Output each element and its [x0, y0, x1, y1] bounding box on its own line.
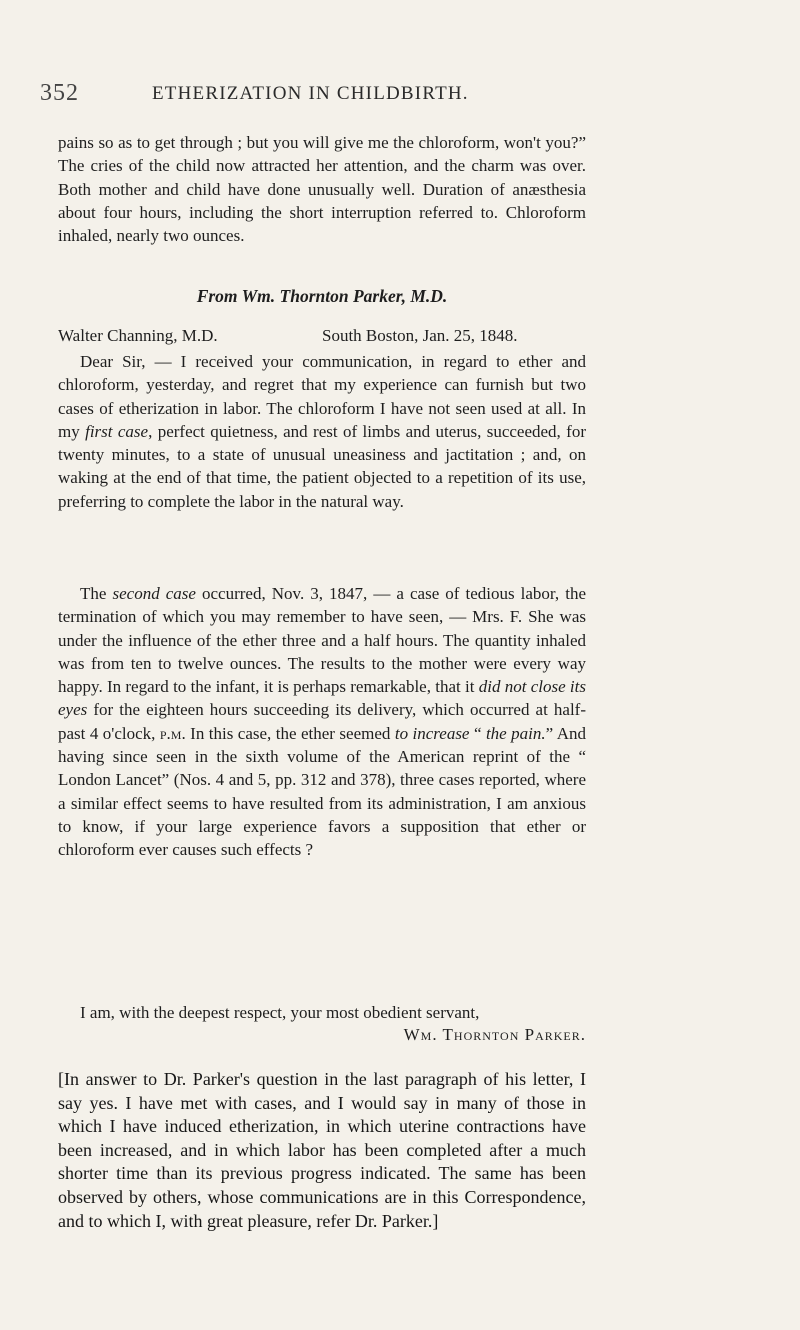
editorial-note: [In answer to Dr. Parker's question in the last paragraph of his letter, I say yes. I have met with cases, and I would say in many of those in which I have induced etherization, in which uterine contractions have been increased, and in which labor has been completed after a much shorter time than its previous progress indicated. The same has been observed by others, whose communications are in this Correspondence, and to which I, with great pleasure, refer Dr. Parker.]: [58, 1069, 586, 1231]
emphasis-eyes: did not close its eyes: [58, 677, 586, 720]
emphasis-pain: the pain.: [485, 723, 546, 743]
page-header: [40, 80, 600, 110]
place-date: South Boston, Jan. 25, 1848.: [322, 326, 518, 345]
signature: Wm. Thornton Parker.: [403, 1025, 586, 1044]
time-pm: p.m.: [159, 723, 186, 743]
text-run: for the eighteen hours succeeding its delivery, which occurred at half-past 4 o'clock,: [58, 700, 586, 743]
emphasis-first-case: first case: [85, 421, 149, 441]
letter-paragraph-first-case: [58, 350, 586, 513]
letter-closing: I am, with the deepest respect, your most obedient servant,: [80, 1003, 480, 1022]
emphasis-second-case: second case: [112, 584, 196, 603]
letter-heading: From Wm. Thornton Parker, M.D.: [196, 286, 448, 306]
running-title: ETHERIZATION IN CHILDBIRTH.: [152, 83, 469, 104]
addressee: Walter Channing, M.D.: [58, 326, 218, 345]
letter-address-line: [58, 326, 586, 350]
continued-paragraph: pains so as to get through ; but you will give me the chloroform, won't you?” The cries of the child now attracted her attention, and the charm was over. Both mother and child have done unusually well. Duration of anæsthesia about four hours, including the short interruption referred to. Chloroform inhaled, nearly two ounces.: [58, 133, 586, 246]
letter-paragraph-second-case: [58, 582, 586, 862]
text-run: occurred, Nov. 3, 1847, — a case of tedious labor, the termination of which you may remember to have seen, — Mrs. F. She was under the influence of the ether three and a half hours. The quantity inhaled was from ten to twelve ounces. The results to the mother were every way happy. In regard to the infant, it is perhaps remarkable, that it: [58, 584, 586, 697]
text-run: “: [469, 723, 486, 743]
emphasis-increase: to increase: [394, 723, 470, 743]
text-run: ” And having since seen in the sixth volume of the American reprint of the “ London Lancet” (Nos. 4 and 5, pp. 312 and 378), three cases reported, where a similar effect seems to have resulted from its administration, I am anxious to know, if your large experience favors a supposition that ether or chloroform ever causes such effects ?: [58, 723, 586, 860]
text-run: The: [80, 584, 113, 603]
page-number: 352: [40, 80, 79, 106]
text-run: , perfect quietness, and rest of limbs and uterus, succeeded, for twenty minutes, to a state of unusual uneasiness and jactitation ; and, on waking at the end of that time, the patient objected to a repetition of its use, preferring to complete the labor in the natural way.: [58, 421, 586, 511]
text-run: Dear Sir, — I received your communication, in regard to ether and chloroform, yesterday, and regret that my experience can furnish but two cases of etherization in labor. The chloroform I have not seen used at all. In my: [58, 352, 586, 441]
text-run: In this case, the ether seemed: [185, 723, 395, 743]
